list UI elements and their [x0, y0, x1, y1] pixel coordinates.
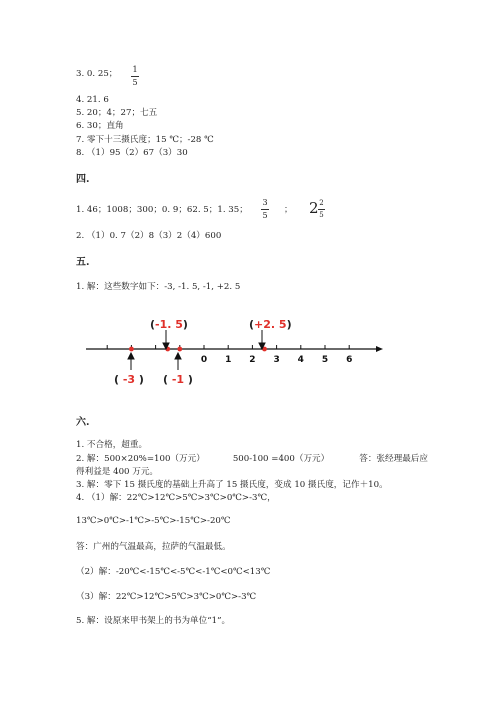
answer-6-2-step-2: 500-100 =400（万元）: [232, 454, 330, 464]
number-line-point: [177, 347, 182, 352]
answer-6-2: [76, 455, 428, 464]
callout-plus-2-5: (+2. 5): [249, 318, 292, 331]
callout-arrows: [128, 330, 265, 370]
mixed-number-whole: 2: [309, 199, 319, 217]
section-5-heading: 五.: [76, 257, 90, 268]
fraction-denominator: 5: [319, 211, 324, 219]
fraction-denominator: 5: [132, 78, 138, 87]
answer-3-6: 6. 30；直角: [76, 121, 124, 131]
answer-6-1: 1. 不合格，超重。: [76, 440, 148, 450]
number-line-label: 0: [200, 355, 208, 365]
answer-4-1-separator: ；: [284, 205, 293, 215]
fraction-numerator: 1: [132, 65, 138, 74]
arrow-up-right-head: [175, 353, 181, 359]
answer-4-2: 2. （1）0. 7（2）8（3）2（4）600: [76, 231, 222, 241]
answer-6-4-continued: 13℃>0℃>-1℃>-5℃>-15℃>-20℃: [76, 516, 231, 526]
answer-6-4-part-3: （3）解：22℃>12℃>5℃>3℃>0℃>-3℃: [76, 592, 257, 602]
fraction-numerator: 2: [319, 199, 324, 207]
answer-6-5: 5. 解：设原来甲书架上的书为单位“1”。: [76, 616, 231, 626]
fraction-denominator: 5: [262, 211, 268, 220]
number-line-label: 2: [249, 355, 256, 365]
section-4-heading: 四.: [76, 174, 90, 185]
answer-3-8: 8. （1）95（2）67（3）30: [76, 148, 188, 158]
number-line-labels: [201, 355, 352, 365]
answer-3-5: 5. 20；4；27；七五: [76, 108, 158, 118]
number-line-arrowhead: [376, 346, 383, 352]
answer-3-7: 7. 零下十三摄氏度；15 ℃；-28 ℃: [76, 135, 214, 145]
section-6-heading: 六.: [76, 417, 90, 428]
answer-3-4: 4. 21. 6: [76, 95, 109, 105]
number-line-label: 4: [297, 355, 304, 365]
answer-6-2-step-1: 2. 解：500×20%=100（万元）: [76, 454, 205, 464]
callout-minus-1: ( -1 ): [163, 373, 193, 386]
answer-6-4-conclusion: 答：广州的气温最高，拉萨的气温最低。: [76, 542, 231, 552]
number-line-label: 5: [321, 355, 329, 365]
answer-6-3: 3. 解：零下 15 摄氏度的基础上升高了 15 摄氏度，变成 10 摄氏度，记作＋10。: [76, 480, 388, 490]
answer-6-2-continued: 得利益是 400 万元。: [76, 467, 159, 477]
callout-minus-1-5: (-1. 5): [150, 318, 188, 331]
fraction-numerator: 3: [262, 198, 268, 207]
number-line-label: 3: [273, 355, 280, 365]
answer-6-2-conclusion: 答：张经理最后应: [359, 454, 428, 464]
callout-minus-3: ( -3 ): [114, 373, 144, 386]
number-line-label: 6: [346, 355, 353, 365]
answer-4-1: 1. 46；1008；300；0. 9；62. 5；1. 35；: [76, 205, 248, 215]
number-line-label: 1: [225, 355, 232, 365]
answer-3-3-text: 3. 0. 25；: [76, 69, 118, 79]
answer-5-1: 1. 解：这些数字如下：-3, -1. 5, -1, +2. 5: [76, 282, 241, 292]
number-line-point: [129, 347, 134, 352]
arrow-up-left-head: [128, 353, 134, 359]
answer-6-4: 4. （1）解：22℃>12℃>5℃>3℃>0℃>-3℃，: [76, 493, 276, 503]
answer-6-4-part-2: （2）解：-20℃<-15℃<-5℃<-1℃<0℃<13℃: [76, 567, 271, 577]
